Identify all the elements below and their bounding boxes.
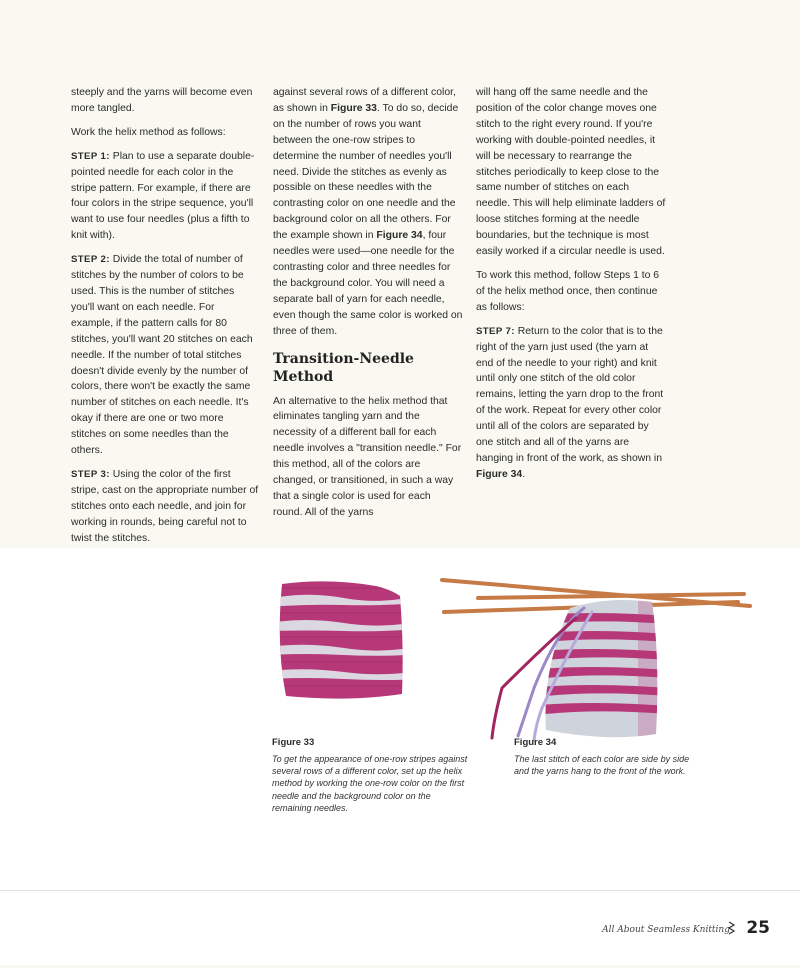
section-heading: Transition-Needle Method <box>273 350 414 385</box>
figure-33-label: Figure 33 <box>272 737 315 748</box>
figure-reference: Figure 34 <box>376 230 423 242</box>
paragraph: An alternative to the helix method that eliminates tangling yarn and the necessity of a different ball for each needle involves a "transition needle." For this method, all of the colors are changed, or transitioned, in such a way that a single color is used for each round. All of the yarns <box>273 395 462 518</box>
step-text: . <box>522 468 526 480</box>
figure-33-knitted-swatch <box>268 576 420 710</box>
step-text: Return to the color that is to the right of the yarn just used (the yarn at end of the needle to your right) and knit until only one stitch of the old color remains, letting the yarn drop to the front of the work. Repeat for every other color until all of the colors are separated by one stitch and all of the yarns are hanging in front of the work, as shown in <box>476 325 664 464</box>
text-run: . To do so, decide on the number of rows you want between the one-row stripes to determine the number of needles you'll need. Divide the stitches as evenly as possible on these needles with the contrasting color on one needle and the background color on all the others. For the example shown in <box>273 102 459 242</box>
figure-reference: Figure 34 <box>476 468 523 480</box>
step-label: STEP 2: <box>71 254 110 266</box>
figure-33-caption: To get the appearance of one-row stripes against several rows of a different color, set up the helix method by working the one-row color on the first needle and the background color on the remaining needles. <box>272 754 468 813</box>
step-label: STEP 1: <box>71 150 110 162</box>
ornament-icon <box>728 921 736 935</box>
figure-34-label: Figure 34 <box>514 737 557 748</box>
figure-34-caption: The last stitch of each color are side by side and the yarns hang to the front of the work. <box>514 754 690 777</box>
text-column-2 <box>273 85 463 529</box>
text-run: against several rows of a different color, as shown in <box>273 87 456 114</box>
step-label: STEP 7: <box>476 325 515 337</box>
step-label: STEP 3: <box>71 468 110 480</box>
figures-panel <box>0 548 800 890</box>
paragraph <box>273 85 463 340</box>
paragraph: will hang off the same needle and the position of the color change moves one stitch to the right every round. If you're working with double-pointed needles, it will be necessary to rearrange the stitches periodically to keep close to the same number of stitches on each needle. This will help eliminate ladders of loose stitches forming at the needle boundaries, but the technique is most easily worked if a circular needle is used. <box>476 87 666 258</box>
text-column-3 <box>476 85 666 491</box>
step-text: Plan to use a separate double-pointed needle for each color in the stripe pattern. For example, if there are four colors in the stripe sequence, you'll want to use four needles (plus a fifth to knit with). <box>71 150 255 242</box>
step-7-transition <box>476 324 666 483</box>
step-2 <box>71 252 259 459</box>
running-title: All About Seamless Knitting <box>602 925 730 935</box>
paragraph: To work this method, follow Steps 1 to 6 of the helix method once, then continue as follows: <box>476 269 660 313</box>
figure-34-swatch-on-needles <box>438 568 758 768</box>
figure-reference: Figure 33 <box>330 102 377 114</box>
paragraph: steeply and the yarns will become even more tangled. <box>71 87 253 114</box>
paragraph: Work the helix method as follows: <box>71 126 226 138</box>
step-3 <box>71 467 259 547</box>
step-text: Using the color of the first stripe, cast on the appropriate number of stitches onto each needle, and join for working in rounds, being careful not to twist the stitches. <box>71 468 259 544</box>
step-text: Divide the total of number of stitches by the number of colors to be used. This is the number of stitches you'll want on each needle. For example, if the pattern calls for 80 stitches, you'll want 20 stitches on each needle. If the number of total stitches doesn't divide evenly by the number of colors, there won't be exactly the same number of stitches on each needle. It's okay if there are one or two more stitches on some needles than the others. <box>71 254 253 457</box>
page-number: 25 <box>746 918 770 938</box>
step-1 <box>71 149 259 244</box>
text-run: , four needles were used—one needle for the contrasting color and three needles for the background color. You will need a separate ball of yarn for each needle, even though the same color is worked on three of them. <box>273 230 463 337</box>
